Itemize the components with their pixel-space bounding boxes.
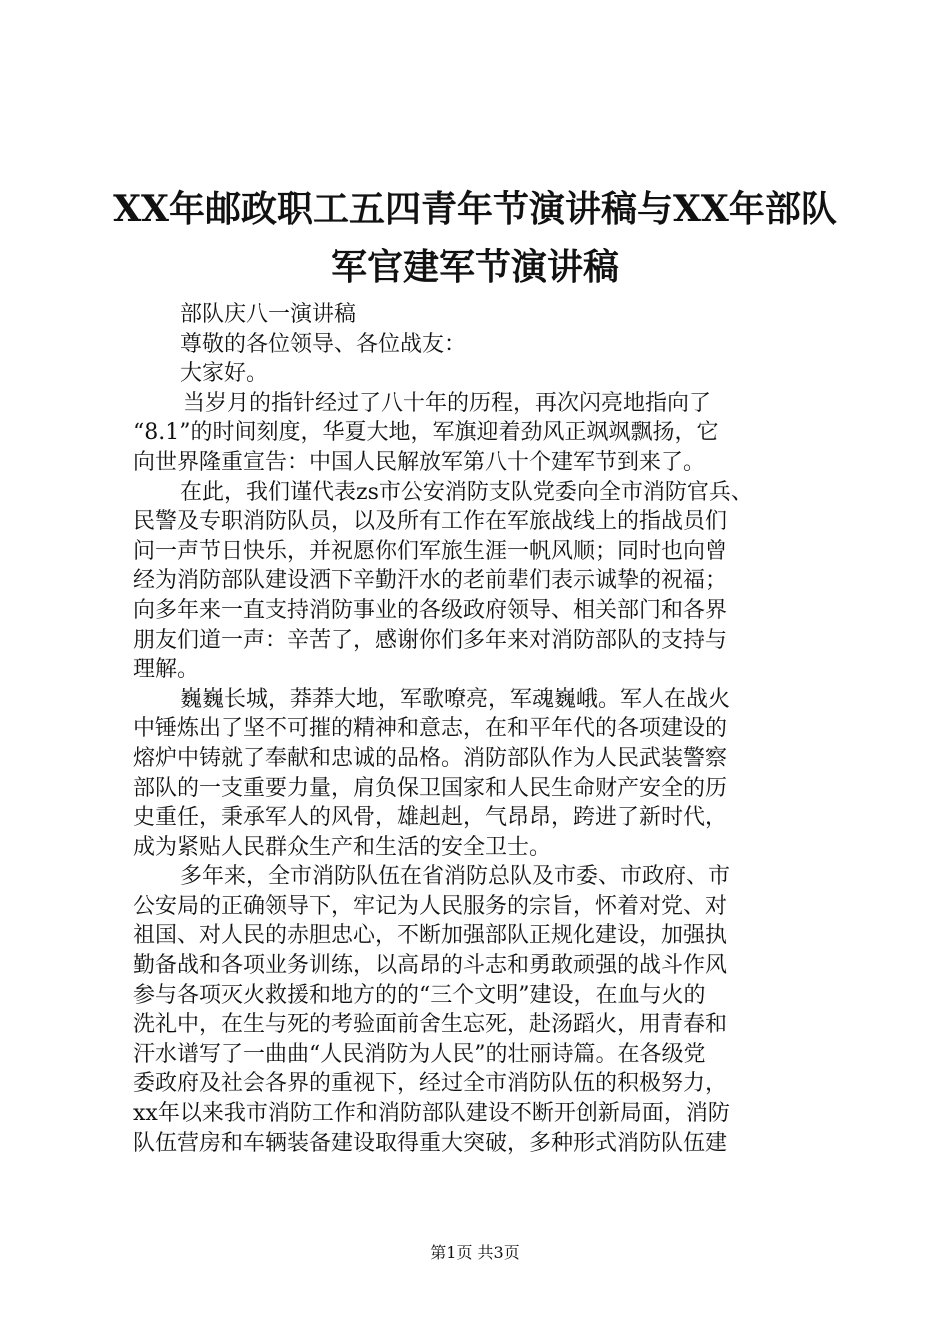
body-line: 参与各项灭火救援和地方的的“三个文明”建设，在血与火的 [133,982,706,1008]
body-line: 朋友们道一声：辛苦了，感谢你们多年来对消防部队的支持与 [133,627,728,653]
body-line: 祖国、对人民的赤胆忠心，不断加强部队正规化建设，加强执 [133,923,728,949]
body-line: 汗水谱写了一曲曲“人民消防为人民”的壮丽诗篇。在各级党 [133,1041,706,1067]
body-line: 洗礼中，在生与死的考验面前舍生忘死，赴汤蹈火，用青春和 [133,1012,728,1038]
body-line: 在此，我们谨代表zs市公安消防支队党委向全市消防官兵、 [180,479,753,505]
body-line: 部队的一支重要力量，肩负保卫国家和人民生命财产安全的历 [133,775,728,801]
document-title-line-1: XX年邮政职工五四青年节演讲稿与XX年部队 [113,188,837,230]
body-line: 大家好。 [180,361,269,387]
document-title-line-2: 军官建军节演讲稿 [330,246,619,288]
body-line: 尊敬的各位领导、各位战友： [180,331,467,357]
body-line: 当岁月的指针经过了八十年的历程，再次闪亮地指向了 [183,390,712,416]
body-line: 委政府及社会各界的重视下，经过全市消防队伍的积极努力， [133,1071,728,1097]
body-line: 勤备战和各项业务训练，以高昂的斗志和勇敢顽强的战斗作风 [133,953,728,979]
document-title [90,180,860,296]
body-line: 巍巍长城，莽莽大地，军歌嘹亮，军魂巍峨。军人在战火 [180,686,731,712]
body-line: 队伍营房和车辆装备建设取得重大突破，多种形式消防队伍建 [133,1130,728,1156]
body-line: 向多年来一直支持消防事业的各级政府领导、相关部门和各界 [133,597,728,623]
body-line: xx年以来我市消防工作和消防部队建设不断开创新局面，消防 [133,1101,730,1127]
body-line: 问一声节日快乐，并祝愿你们军旅生涯一帆风顺；同时也向曾 [133,538,728,564]
body-line: 中锤炼出了坚不可摧的精神和意志，在和平年代的各项建设的 [133,716,728,742]
body-line: 公安局的正确领导下，牢记为人民服务的宗旨，怀着对党、对 [133,893,728,919]
body-line: 成为紧贴人民群众生产和生活的安全卫士。 [133,834,552,860]
body-line: 经为消防部队建设洒下辛勤汗水的老前辈们表示诚挚的祝福； [133,568,728,594]
body-line: 民警及专职消防队员，以及所有工作在军旅战线上的指战员们 [133,509,728,535]
body-line: 部队庆八一演讲稿 [180,302,357,327]
page-footer: 第1页 共3页 [430,1243,520,1262]
body-line: 熔炉中铸就了奉献和忠诚的品格。消防部队作为人民武装警察 [133,745,728,771]
body-line: 史重任，秉承军人的风骨，雄赳赳，气昂昂，跨进了新时代， [133,805,728,831]
body-line: 多年来，全市消防队伍在省消防总队及市委、市政府、市 [180,864,731,890]
document-body [133,300,833,1158]
body-line: “8.1”的时间刻度，华夏大地，军旗迎着劲风正飒飒飘扬，它 [133,420,719,446]
body-line: 向世界隆重宣告：中国人民解放军第八十个建军节到来了。 [133,449,706,475]
body-line: 理解。 [133,657,200,683]
